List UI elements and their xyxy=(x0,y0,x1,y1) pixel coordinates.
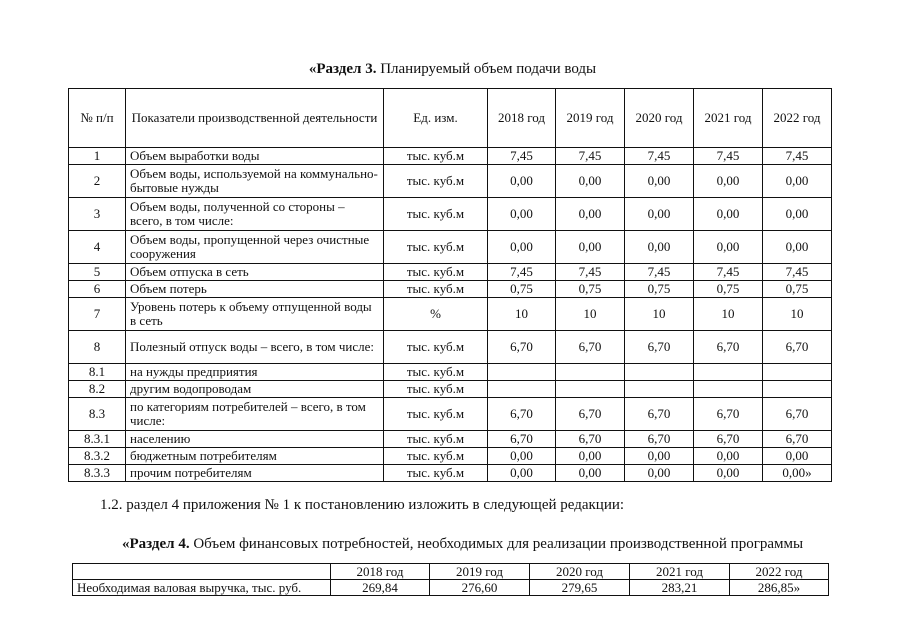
value-cell: 0,00 xyxy=(694,465,763,482)
value-cell: 6,70 xyxy=(556,331,625,364)
value-cell: 6,70 xyxy=(625,431,694,448)
value-cell: 6,70 xyxy=(556,431,625,448)
value-cell: 7,45 xyxy=(556,148,625,165)
value-cell: 0,00 xyxy=(488,165,556,198)
value-cell: 6,70 xyxy=(488,398,556,431)
table-row xyxy=(69,398,832,431)
value-cell: 6,70 xyxy=(694,331,763,364)
table-row xyxy=(69,281,832,298)
header-cell: 2019 год xyxy=(430,564,530,580)
table-row xyxy=(69,264,832,281)
value-cell: 6,70 xyxy=(488,431,556,448)
value-cell xyxy=(763,381,832,398)
row-label: Необходимая валовая выручка, тыс. руб. xyxy=(73,580,331,596)
value-cell xyxy=(625,364,694,381)
row-number: 3 xyxy=(69,198,126,231)
value-cell: 10 xyxy=(556,298,625,331)
value-cell: 6,70 xyxy=(763,431,832,448)
value-cell: 0,75 xyxy=(694,281,763,298)
indicator-name: на нужды предприятия xyxy=(126,364,384,381)
value-cell xyxy=(488,381,556,398)
header-cell: Ед. изм. xyxy=(384,89,488,148)
value-cell: 0,75 xyxy=(763,281,832,298)
row-number: 4 xyxy=(69,231,126,264)
value-cell: 269,84 xyxy=(331,580,430,596)
indicator-name: другим водопроводам xyxy=(126,381,384,398)
unit-cell: тыс. куб.м xyxy=(384,165,488,198)
row-number: 8.2 xyxy=(69,381,126,398)
value-cell: 6,70 xyxy=(625,331,694,364)
section3-title-text: Планируемый объем подачи воды xyxy=(376,61,597,77)
financial-needs-table xyxy=(72,563,829,596)
value-cell: 7,45 xyxy=(694,264,763,281)
value-cell: 0,00» xyxy=(763,465,832,482)
value-cell: 0,00 xyxy=(694,448,763,465)
value-cell xyxy=(625,381,694,398)
indicator-name: Объем воды, пропущенной через очистные сооружения xyxy=(126,231,384,264)
table-row xyxy=(69,198,832,231)
value-cell: 0,00 xyxy=(763,165,832,198)
header-cell: 2018 год xyxy=(331,564,430,580)
value-cell: 7,45 xyxy=(488,264,556,281)
row-number: 7 xyxy=(69,298,126,331)
indicator-name: Объем отпуска в сеть xyxy=(126,264,384,281)
table-header-row xyxy=(69,89,832,148)
value-cell: 276,60 xyxy=(430,580,530,596)
row-number: 1 xyxy=(69,148,126,165)
indicator-name: Полезный отпуск воды – всего, в том числе: xyxy=(126,331,384,364)
value-cell: 0,00 xyxy=(763,231,832,264)
value-cell: 6,70 xyxy=(763,331,832,364)
row-number: 8.1 xyxy=(69,364,126,381)
header-cell: 2020 год xyxy=(625,89,694,148)
row-number: 5 xyxy=(69,264,126,281)
unit-cell: тыс. куб.м xyxy=(384,148,488,165)
value-cell: 10 xyxy=(488,298,556,331)
unit-cell: тыс. куб.м xyxy=(384,448,488,465)
value-cell: 0,00 xyxy=(488,448,556,465)
table-row xyxy=(69,465,832,482)
row-number: 8.3.2 xyxy=(69,448,126,465)
indicator-name: Объем воды, используемой на коммунально-бытовые нужды xyxy=(126,165,384,198)
value-cell: 0,00 xyxy=(625,231,694,264)
value-cell: 6,70 xyxy=(625,398,694,431)
table-row xyxy=(69,298,832,331)
table-header-row xyxy=(73,564,829,580)
header-cell: 2022 год xyxy=(763,89,832,148)
value-cell: 0,00 xyxy=(763,448,832,465)
header-cell: 2022 год xyxy=(730,564,829,580)
value-cell: 0,00 xyxy=(556,231,625,264)
unit-cell: тыс. куб.м xyxy=(384,198,488,231)
indicator-name: бюджетным потребителям xyxy=(126,448,384,465)
table-row xyxy=(69,381,832,398)
section4-title-bold: «Раздел 4. xyxy=(122,536,190,552)
indicator-name: по категориям потребителей – всего, в том числе: xyxy=(126,398,384,431)
value-cell: 283,21 xyxy=(630,580,730,596)
unit-cell: % xyxy=(384,298,488,331)
value-cell: 0,75 xyxy=(488,281,556,298)
header-cell: 2018 год xyxy=(488,89,556,148)
value-cell: 6,70 xyxy=(763,398,832,431)
row-number: 8 xyxy=(69,331,126,364)
amendment-paragraph: 1.2. раздел 4 приложения № 1 к постановлению изложить в следующей редакции: xyxy=(100,497,625,513)
table-row xyxy=(69,431,832,448)
value-cell: 10 xyxy=(694,298,763,331)
value-cell: 10 xyxy=(625,298,694,331)
value-cell: 10 xyxy=(763,298,832,331)
table-row xyxy=(69,231,832,264)
value-cell xyxy=(694,364,763,381)
header-cell: Показатели производственной деятельности xyxy=(126,89,384,148)
value-cell xyxy=(556,381,625,398)
value-cell: 0,00 xyxy=(625,165,694,198)
indicator-name: Объем выработки воды xyxy=(126,148,384,165)
value-cell: 0,00 xyxy=(488,198,556,231)
value-cell xyxy=(488,364,556,381)
section4-title-text: Объем финансовых потребностей, необходимых для реализации производственной программы xyxy=(189,536,804,552)
unit-cell: тыс. куб.м xyxy=(384,364,488,381)
table-row xyxy=(69,448,832,465)
header-cell: № п/п xyxy=(69,89,126,148)
indicator-name: Объем потерь xyxy=(126,281,384,298)
unit-cell: тыс. куб.м xyxy=(384,231,488,264)
value-cell: 0,00 xyxy=(488,231,556,264)
header-cell: 2021 год xyxy=(630,564,730,580)
value-cell: 0,00 xyxy=(556,448,625,465)
unit-cell: тыс. куб.м xyxy=(384,465,488,482)
unit-cell: тыс. куб.м xyxy=(384,381,488,398)
section3-title xyxy=(0,60,905,78)
value-cell: 0,00 xyxy=(556,198,625,231)
value-cell: 7,45 xyxy=(488,148,556,165)
row-number: 8.3.1 xyxy=(69,431,126,448)
value-cell: 7,45 xyxy=(625,264,694,281)
value-cell: 0,00 xyxy=(556,465,625,482)
value-cell: 0,00 xyxy=(556,165,625,198)
value-cell: 0,00 xyxy=(694,198,763,231)
value-cell: 7,45 xyxy=(694,148,763,165)
unit-cell: тыс. куб.м xyxy=(384,398,488,431)
value-cell: 6,70 xyxy=(694,398,763,431)
value-cell xyxy=(763,364,832,381)
indicator-name: населению xyxy=(126,431,384,448)
value-cell: 286,85» xyxy=(730,580,829,596)
value-cell: 0,00 xyxy=(625,465,694,482)
unit-cell: тыс. куб.м xyxy=(384,431,488,448)
table-body xyxy=(69,148,832,482)
header-cell: 2021 год xyxy=(694,89,763,148)
section4-title xyxy=(122,535,803,553)
value-cell: 0,00 xyxy=(763,198,832,231)
value-cell: 0,00 xyxy=(488,465,556,482)
indicator-name: прочим потребителям xyxy=(126,465,384,482)
value-cell: 0,00 xyxy=(694,231,763,264)
row-number: 2 xyxy=(69,165,126,198)
table-row xyxy=(69,331,832,364)
header-cell: 2020 год xyxy=(530,564,630,580)
unit-cell: тыс. куб.м xyxy=(384,264,488,281)
value-cell: 7,45 xyxy=(763,148,832,165)
table-row xyxy=(73,580,829,596)
table-row xyxy=(69,148,832,165)
value-cell: 7,45 xyxy=(763,264,832,281)
value-cell: 0,00 xyxy=(625,198,694,231)
value-cell: 6,70 xyxy=(556,398,625,431)
value-cell: 0,00 xyxy=(694,165,763,198)
value-cell: 6,70 xyxy=(488,331,556,364)
unit-cell: тыс. куб.м xyxy=(384,281,488,298)
value-cell: 0,00 xyxy=(625,448,694,465)
row-number: 6 xyxy=(69,281,126,298)
row-number: 8.3.3 xyxy=(69,465,126,482)
water-supply-table xyxy=(68,88,832,482)
value-cell: 0,75 xyxy=(625,281,694,298)
value-cell: 279,65 xyxy=(530,580,630,596)
indicator-name: Объем воды, полученной со стороны – всего, в том числе: xyxy=(126,198,384,231)
row-number: 8.3 xyxy=(69,398,126,431)
header-cell: 2019 год xyxy=(556,89,625,148)
section3-title-bold: «Раздел 3. xyxy=(308,61,377,77)
value-cell: 7,45 xyxy=(625,148,694,165)
value-cell xyxy=(556,364,625,381)
indicator-name: Уровень потерь к объему отпущенной воды в сеть xyxy=(126,298,384,331)
value-cell: 7,45 xyxy=(556,264,625,281)
table-row xyxy=(69,364,832,381)
unit-cell: тыс. куб.м xyxy=(384,331,488,364)
value-cell: 0,75 xyxy=(556,281,625,298)
value-cell: 6,70 xyxy=(694,431,763,448)
header-cell xyxy=(73,564,331,580)
value-cell xyxy=(694,381,763,398)
table-row xyxy=(69,165,832,198)
